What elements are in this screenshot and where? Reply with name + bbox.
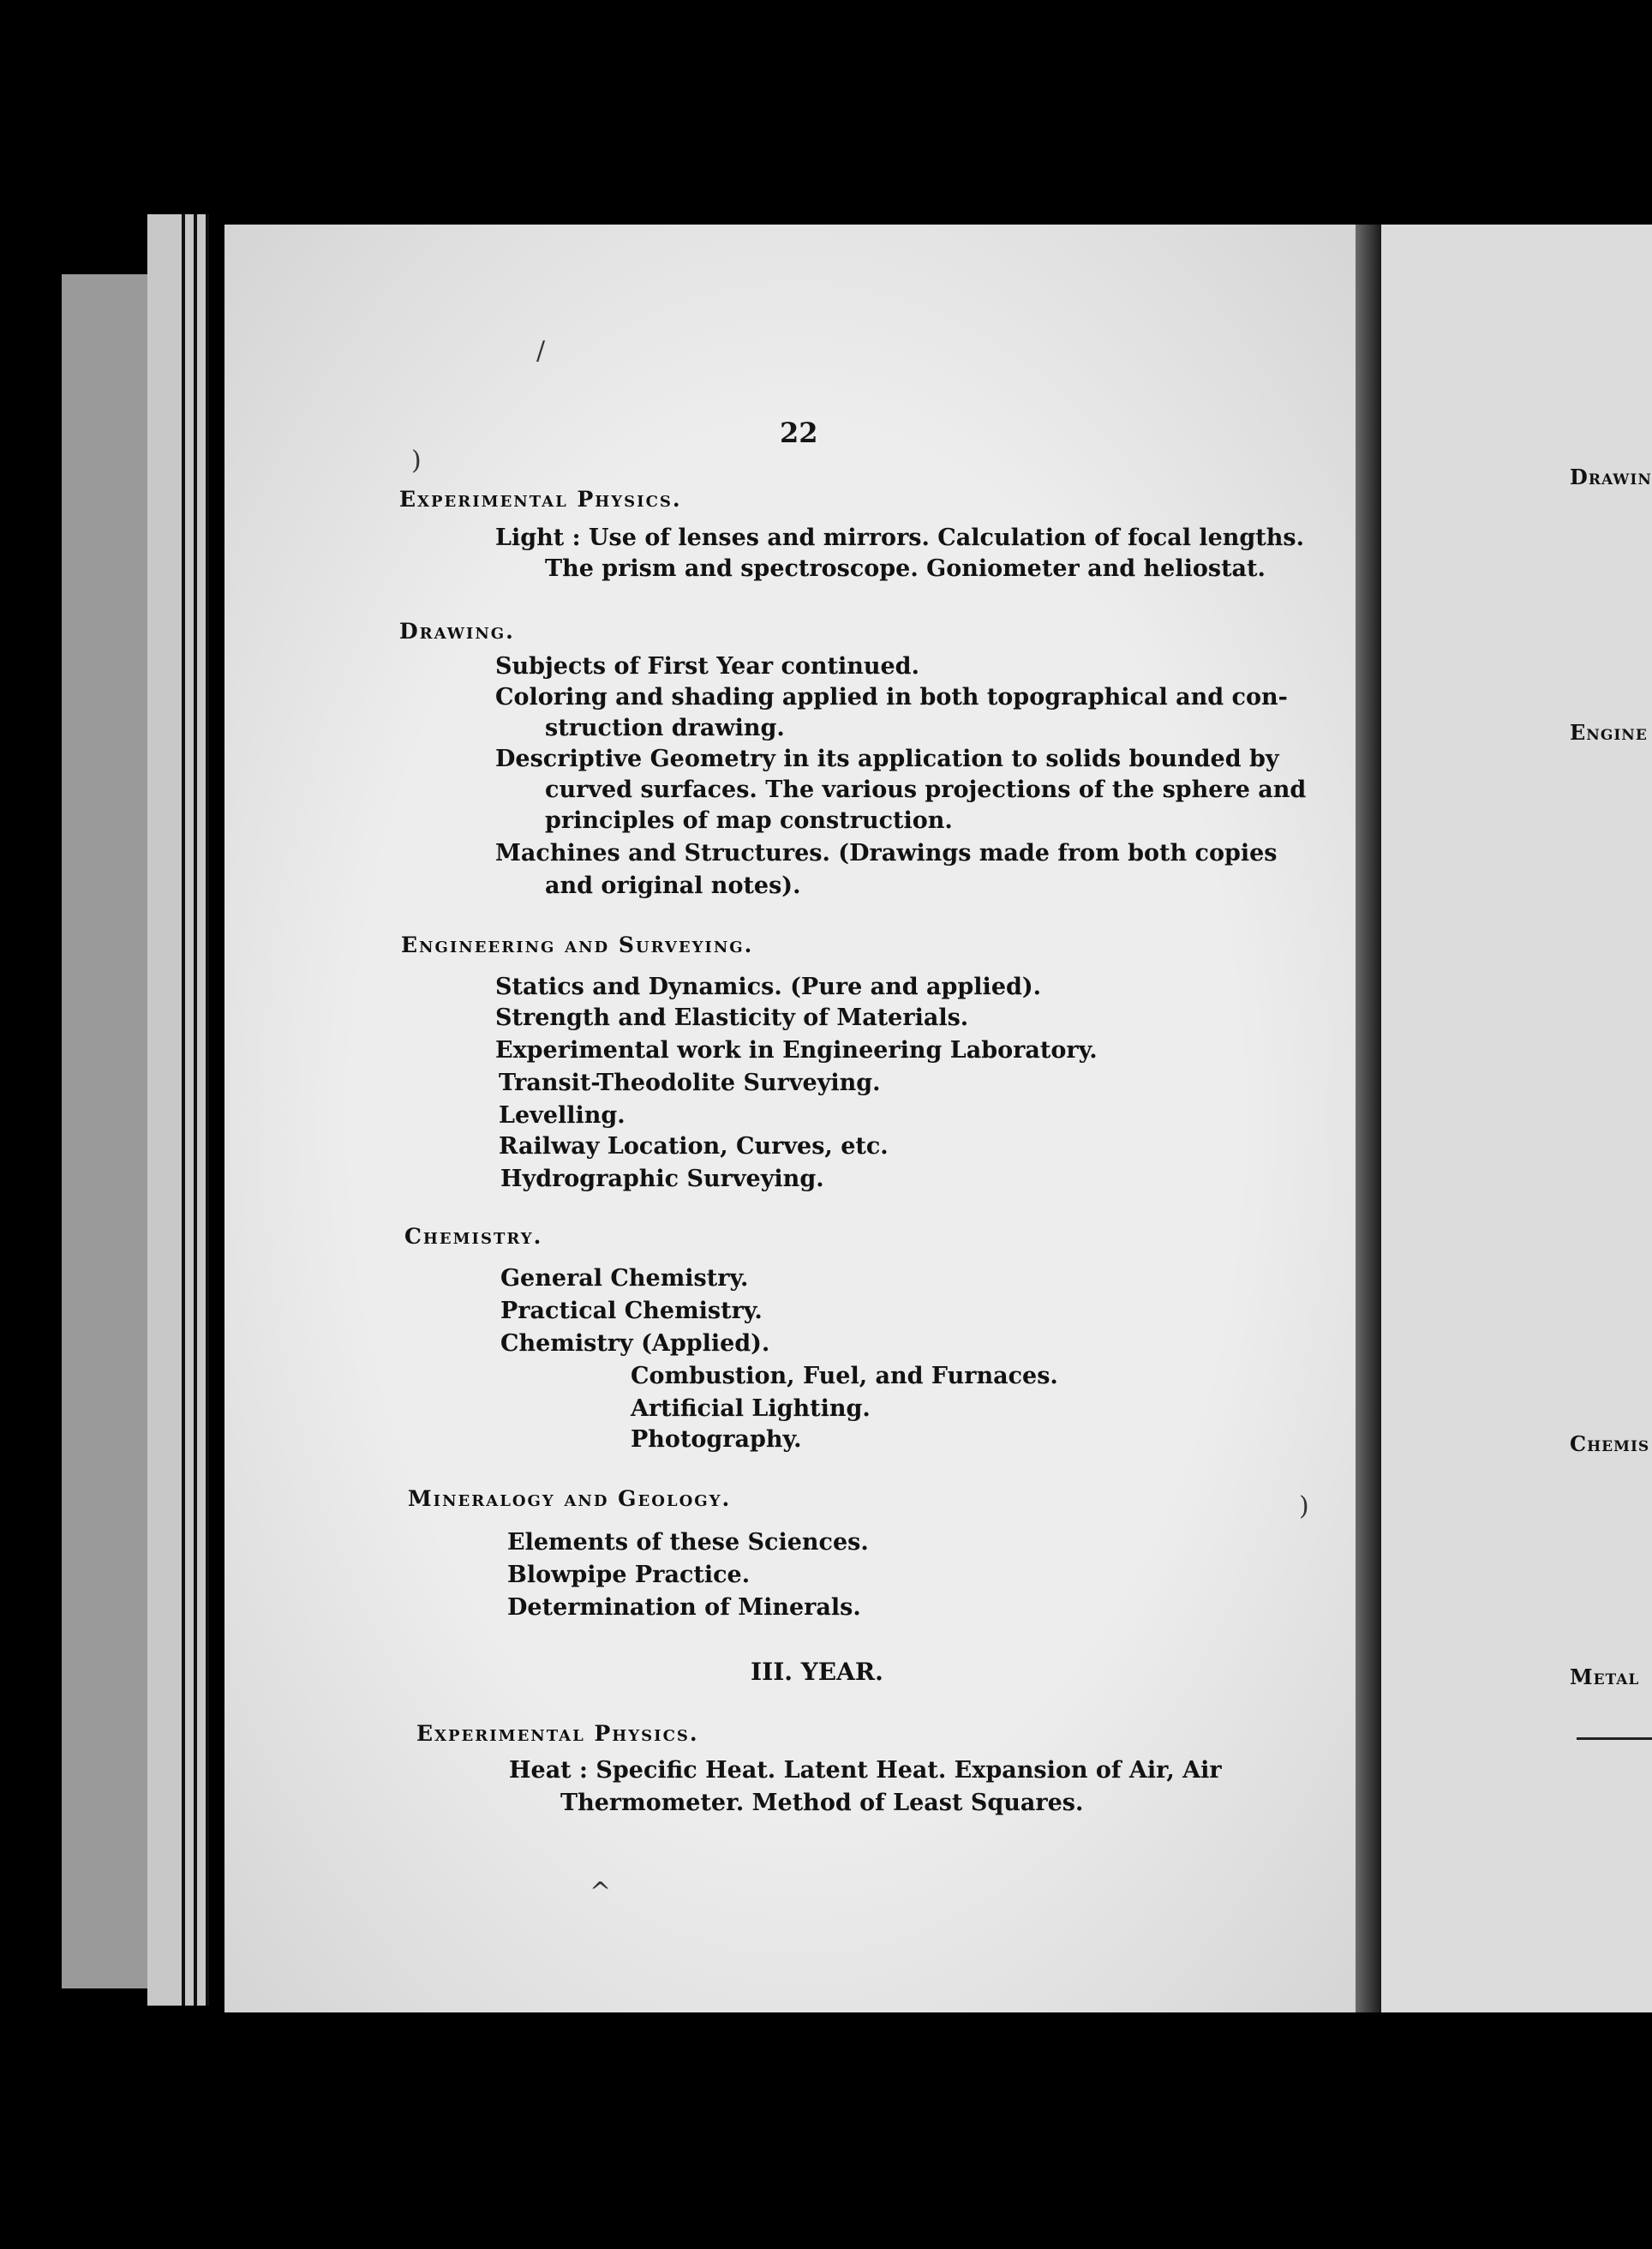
text-line: Practical Chemistry. (500, 1298, 763, 1324)
text-line: Artificial Lighting. (631, 1395, 871, 1422)
page-number: 22 (780, 417, 818, 449)
text-line: The prism and spectroscope. Goniometer and heliostat. (545, 555, 1266, 582)
text-line: Light : Use of lenses and mirrors. Calculation of focal lengths. (495, 525, 1305, 551)
book-gutter (1356, 225, 1381, 2012)
facing-rule (1577, 1737, 1652, 1740)
text-line: Combustion, Fuel, and Furnaces. (631, 1363, 1058, 1389)
text-line: Thermometer. Method of Least Squares. (560, 1790, 1084, 1816)
year-heading: III. YEAR. (751, 1658, 883, 1686)
section-heading-chemistry: Chemistry. (404, 1224, 543, 1249)
text-line: Railway Location, Curves, etc. (499, 1133, 889, 1160)
bleed-through-text (1081, 473, 1088, 499)
facing-heading: Engine (1570, 720, 1648, 745)
scanned-page (224, 225, 1368, 2012)
text-line: Hydrographic Surveying. (500, 1166, 824, 1192)
text-line: Elements of these Sciences. (507, 1529, 869, 1556)
text-line: Chemistry (Applied). (500, 1330, 770, 1357)
scan-mark: / (536, 336, 546, 366)
text-line: Experimental work in Engineering Laboratory. (495, 1037, 1098, 1064)
text-line: Strength and Elasticity of Materials. (495, 1005, 969, 1031)
text-line: Photography. (631, 1426, 802, 1453)
text-line: and original notes). (545, 873, 801, 899)
scan-mark: ) (411, 446, 422, 476)
text-line: Blowpipe Practice. (507, 1562, 751, 1588)
text-line: Subjects of First Year continued. (495, 653, 919, 680)
text-line: General Chemistry. (500, 1265, 749, 1292)
scan-mark: ) (1299, 1491, 1309, 1521)
scan-mark: ^ (590, 1877, 612, 1907)
facing-heading: Metal (1570, 1664, 1640, 1689)
section-heading-engineering: Engineering and Surveying. (401, 933, 754, 957)
text-line: Levelling. (499, 1102, 625, 1129)
facing-heading: Drawin (1570, 465, 1652, 489)
section-heading-drawing: Drawing. (399, 619, 515, 644)
facing-page (1381, 225, 1652, 2012)
section-heading-experimental-physics: Experimental Physics. (399, 487, 682, 512)
page-edge-line (194, 214, 197, 2006)
facing-heading: Chemis (1570, 1431, 1650, 1456)
page-edge-line (182, 214, 185, 2006)
text-line: struction drawing. (545, 715, 785, 741)
book-edge-pages (147, 214, 207, 2006)
text-line: Transit-Theodolite Surveying. (499, 1070, 881, 1096)
text-line: Descriptive Geometry in its application to solids bounded by (495, 746, 1279, 772)
text-line: curved surfaces. The various projections of the sphere and (545, 777, 1307, 803)
page-edge-line (206, 214, 209, 2006)
text-line: Heat : Specific Heat. Latent Heat. Expansion of Air, Air (509, 1757, 1222, 1784)
text-line: Machines and Structures. (Drawings made from both copies (495, 840, 1278, 867)
text-line: Statics and Dynamics. (Pure and applied). (495, 974, 1042, 1000)
text-line: Coloring and shading applied in both topographical and con- (495, 684, 1288, 711)
text-line: principles of map construction. (545, 807, 953, 834)
text-line: Determination of Minerals. (507, 1594, 861, 1621)
section-heading-mineralogy: Mineralogy and Geology. (408, 1486, 732, 1511)
section-heading-experimental-physics-year3: Experimental Physics. (416, 1721, 699, 1746)
